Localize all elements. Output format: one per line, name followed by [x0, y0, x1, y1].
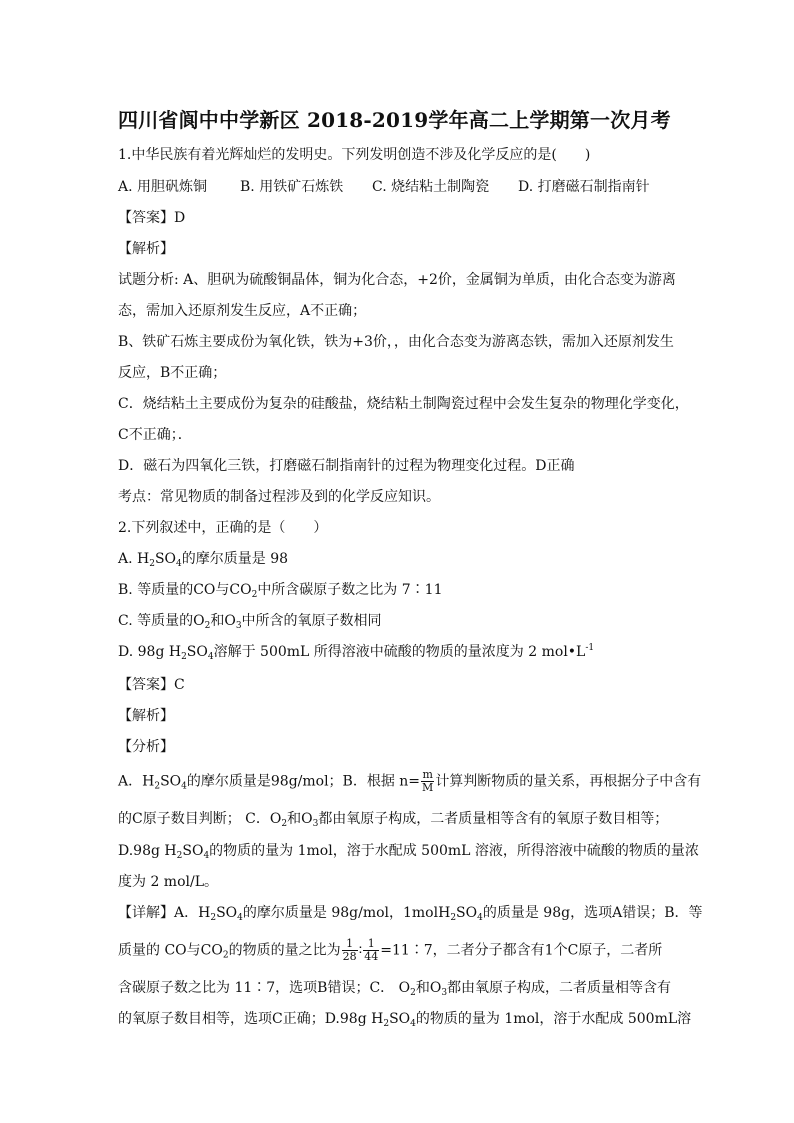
q2-fenxi-line: 的C原子数目判断； C．$O_2$和$O_3$都由氧原子构成，二者质量相等含有的氧原子数目相等；: [118, 811, 669, 829]
q1-analysis-line: C不正确；．: [118, 427, 192, 443]
q1-stem: 1.中华民族有着光辉灿烂的发明史。下列发明创造不涉及化学反应的是( ): [118, 147, 591, 163]
q2-fenxi-line: D.98g $H_2SO_4$的物质的量为 1mol，溶于水配成 500mL 溶液，所得溶液中硫酸的物质的量浓: [118, 843, 699, 861]
q2-fenxi-line: A．$H_2SO_4$的摩尔质量是98g/mol；B．根据 n= $\frac{m}{M}$ 计算判断物质的量关系，再根据分子中含有: [118, 768, 702, 794]
fraction-1-over-44: $\frac{1}{44}$: [364, 937, 379, 963]
q2-detail-line: 的氧原子数目相等，选项C正确；D.98g $H_2SO_4$的物质的量为 1mol，溶于水配成 500mL溶: [118, 1011, 692, 1029]
q2-detail-line: 质量的 CO与$CO_2$的物质的量之比为 $\frac{1}{28}$ ∶ $\frac{1}{44}$ =11∶7，二者分子都含有1个C原子，二者所: [118, 937, 663, 963]
q2-option-b: B. 等质量的CO与$CO_2$中所含碳原子数之比为 7∶11: [118, 582, 443, 600]
q1-option-d: D. 打磨磁石制指南针: [518, 179, 650, 195]
q1-analysis-line: 态，需加入还原剂发生反应，A不正确；: [118, 303, 367, 319]
q1-analysis-line: C．烧结粘土主要成份为复杂的硅酸盐，烧结粘土制陶瓷过程中会发生复杂的物理化学变化，: [118, 396, 689, 412]
q1-option-a: A. 用胆矾炼铜: [118, 179, 208, 195]
fraction-1-over-28: $\frac{1}{28}$: [342, 937, 357, 963]
q1-kaodian: 考点：常见物质的制备过程涉及到的化学反应知识。: [118, 489, 440, 505]
fraction-m-over-M: $\frac{m}{M}$: [422, 768, 434, 794]
q2-option-a: A. $H_2SO_4$的摩尔质量是 98: [118, 551, 289, 569]
q1-answer: 【答案】D: [118, 210, 186, 226]
q2-answer: 【答案】C: [118, 677, 185, 693]
q1-analysis-line: 试题分析: A、胆矾为硫酸铜晶体，铜为化合态，+2价，金属铜为单质，由化合态变为游离: [118, 272, 676, 288]
q1-option-b: B. 用铁矿石炼铁: [240, 179, 344, 195]
page-title: 四川省阆中中学新区 2018-2019学年高二上学期第一次月考: [118, 108, 671, 132]
q1-option-c: C. 烧结粘土制陶瓷: [372, 179, 490, 195]
q1-analysis-heading: 【解析】: [118, 241, 174, 257]
q2-option-d: D. 98g $H_2SO_4$溶解于 500mL 所得溶液中硫酸的物质的量浓度为 2 $mol•L^{-1}$: [118, 643, 595, 662]
q2-stem: 2.下列叙述中，正确的是（ ）: [118, 520, 328, 536]
q2-detail-line: 含碳原子数之比为 11∶7，选项B错误；C． $O_2$和$O_3$都由氧原子构成，二者质量相等含有: [118, 980, 672, 998]
q2-fenxi-heading: 【分析】: [118, 739, 174, 755]
q1-analysis-line: D．磁石为四氧化三铁，打磨磁石制指南针的过程为物理变化过程。D正确: [118, 458, 575, 474]
q2-option-c: C. 等质量的$O_2$和$O_3$中所含的氧原子数相同: [118, 613, 382, 631]
q1-analysis-line: 反应，B不正确；: [118, 365, 227, 381]
q2-fenxi-line: 度为 2 mol/L。: [118, 874, 219, 890]
q2-analysis-heading: 【解析】: [118, 708, 174, 724]
q1-options: [118, 178, 678, 196]
q1-analysis-line: B、铁矿石炼主要成份为氧化铁，铁为+3价，，由化合态变为游离态铁，需加入还原剂发生: [118, 334, 674, 350]
q2-detail-line: 【详解】A．$H_2SO_4$的摩尔质量是 98g/mol，$1molH_2SO_4$的质量是 98g，选项A错误；B．等: [118, 905, 703, 923]
